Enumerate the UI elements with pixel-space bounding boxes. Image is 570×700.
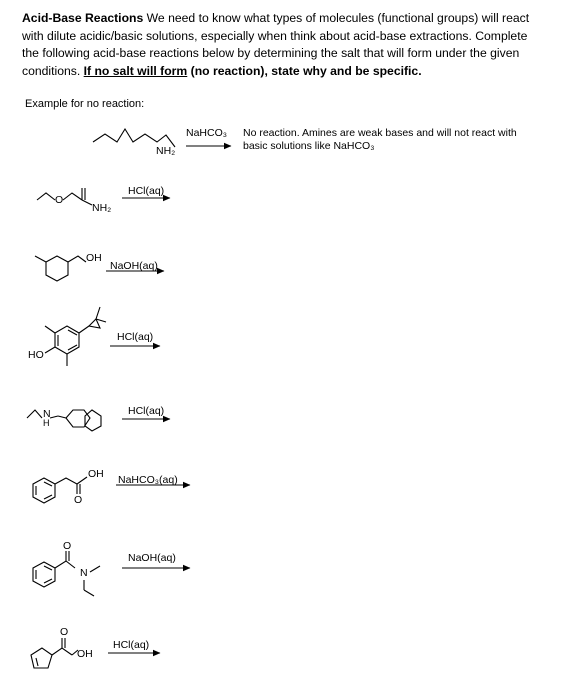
- reaction-4-hydrogen-label: H: [43, 418, 50, 428]
- example-answer: [243, 127, 543, 153]
- reaction-1-reagent: HCl(aq): [128, 185, 165, 197]
- example-group-label: NH₂: [156, 145, 176, 157]
- reaction-6-oxygen-label: O: [63, 540, 72, 552]
- reaction-2-structure: [35, 256, 86, 281]
- example-label: Example for no reaction:: [25, 98, 145, 110]
- reaction-1-structure: [37, 188, 92, 205]
- example-reagent: NaHCO₃: [186, 127, 228, 139]
- reaction-2-reagent: NaOH(aq): [110, 260, 158, 272]
- reaction-1-amine-label: NH₂: [92, 202, 112, 214]
- reaction-5-oxygen-label: O: [74, 494, 83, 506]
- reaction-7-reagent: HCl(aq): [113, 639, 150, 651]
- reaction-6-structure: [33, 551, 100, 596]
- instructions-body: We need to know what types of molecules (functional groups) will react with dilute acidic/basic solutions, especially when think about acid-base extractions. Complete the following acid-base reactions below by determining the salt that will form under the given conditions.: [22, 11, 530, 78]
- reaction-4-reagent: HCl(aq): [128, 405, 165, 417]
- instructions-heading: Acid-Base Reactions: [22, 11, 144, 25]
- reaction-3-structure: [45, 307, 106, 366]
- example-answer-line-1: No reaction. Amines are weak bases and will not react with: [243, 127, 517, 139]
- reaction-5-hydroxyl-label: OH: [88, 468, 104, 480]
- reaction-2-hydroxyl-label: OH: [86, 252, 102, 264]
- instructions-emphasis-rest: (no reaction), state why and be specific.: [187, 63, 422, 78]
- reaction-7-oxygen-label: O: [60, 626, 69, 638]
- example-answer-line-2: basic solutions like NaHCO₃: [243, 140, 375, 152]
- reaction-3-hydroxyl-label: HO: [28, 349, 44, 361]
- reaction-1-oxygen-label: O: [55, 194, 64, 206]
- instructions-emphasis: If no salt will form: [83, 63, 188, 78]
- reaction-4-nitrogen-label: N: [43, 408, 51, 420]
- reaction-4-structure: [27, 410, 101, 431]
- reaction-3-reagent: HCl(aq): [117, 331, 154, 343]
- reaction-7-structure: [31, 638, 78, 668]
- reaction-7-hydroxyl-label: OH: [77, 648, 93, 660]
- reaction-6-nitrogen-label: N: [80, 567, 88, 579]
- reaction-5-reagent: NaHCO₃(aq): [118, 474, 178, 486]
- reaction-6-reagent: NaOH(aq): [128, 552, 176, 564]
